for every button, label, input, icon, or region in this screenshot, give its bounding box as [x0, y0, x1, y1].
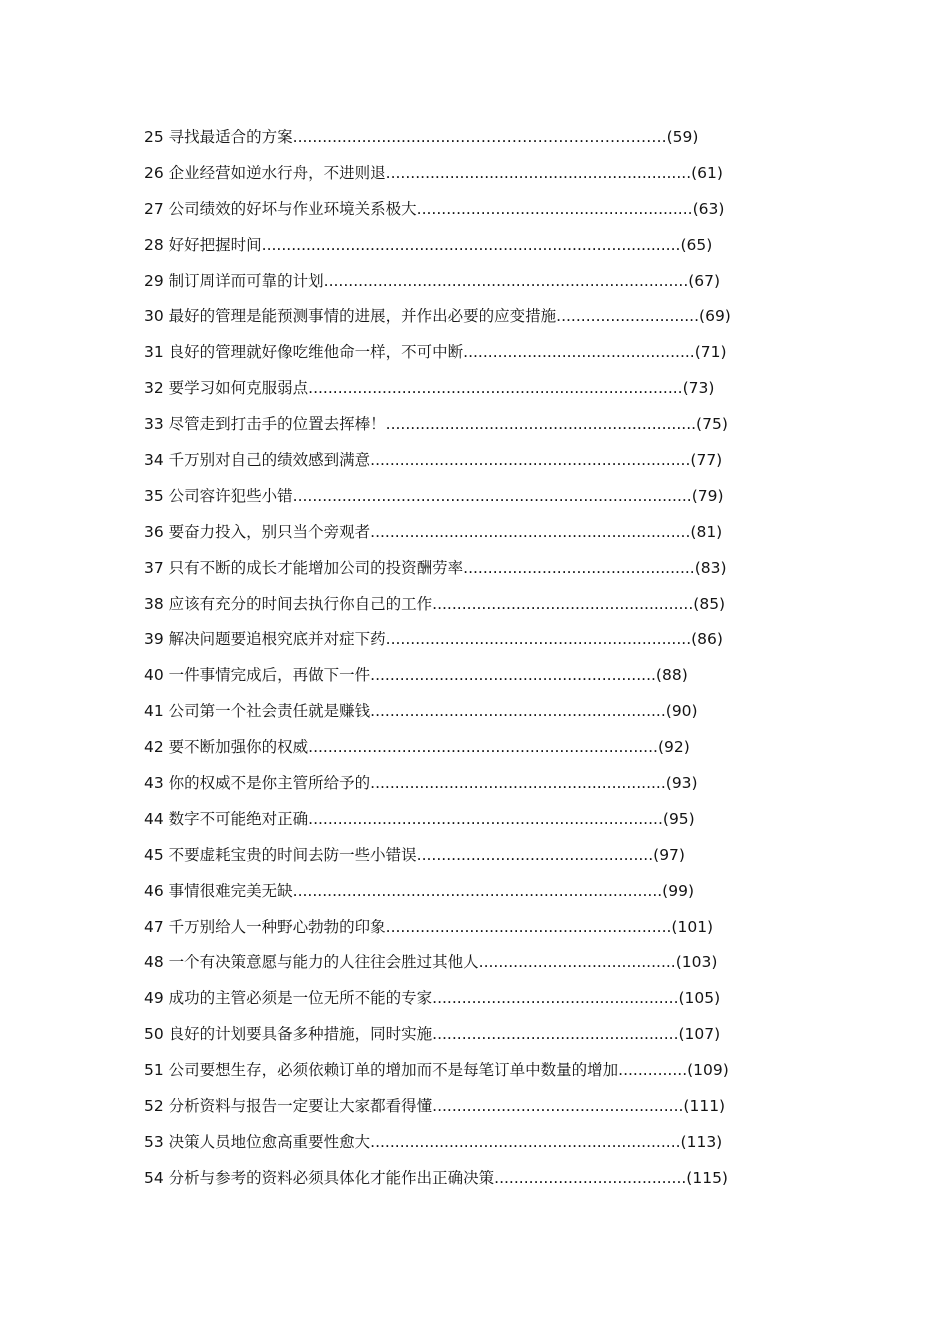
toc-entry	[144, 156, 784, 192]
toc-entry-text: 30 最好的管理是能预测事情的进展，并作出必要的应变措施.............................(69)	[144, 307, 731, 326]
toc-entry-text: 53 决策人员地位愈高重要性愈大...............................................................(113)	[144, 1132, 723, 1151]
toc-entry-text: 25 寻找最适合的方案..................................………………………………….(59)	[144, 128, 699, 146]
toc-entry-text: 43 你的权威不是你主管所给予的............................................................(93)	[144, 774, 698, 793]
toc-entry-text: 46 事情很难完美无缺...........................................................................(99)	[144, 881, 694, 900]
toc-entry	[144, 694, 784, 730]
toc-entry	[144, 335, 784, 371]
toc-entry	[144, 515, 784, 551]
toc-entry	[144, 910, 784, 946]
toc-entry-text: 50 良好的计划要具备多种措施，同时实施..................................................(107)	[144, 1025, 721, 1044]
toc-entry	[144, 228, 784, 264]
toc-entry	[144, 407, 784, 443]
toc-entry	[144, 264, 784, 300]
toc-entry-text: 49 成功的主管必须是一位无所不能的专家..................................................(105)	[144, 989, 721, 1008]
toc-entry-text: 32 要学习如何克服弱点............................................................................(73)	[144, 379, 715, 398]
toc-entry-text: 54 分析与参考的资料必须具体化才能作出正确决策.......................................(115)	[144, 1168, 728, 1187]
toc-entry	[144, 587, 784, 623]
toc-entry-text: 33 尽管走到打击手的位置去挥棒！...............................................................(75)	[144, 415, 728, 434]
toc-entry	[144, 1125, 784, 1161]
toc-entry	[144, 1017, 784, 1053]
toc-entry	[144, 622, 784, 658]
toc-entry-text: 27 公司绩效的好坏与作业环境关系极大........................................................(63)	[144, 199, 725, 218]
toc-entry-text: 31 良好的管理就好像吃维他命一样，不可中断...............................................(71)	[144, 343, 727, 362]
toc-entry	[144, 551, 784, 587]
toc-entry-text: 34 千万别对自己的绩效感到满意.................................................................(77)	[144, 451, 723, 470]
toc-entry	[144, 479, 784, 515]
toc-entry-text: 42 要不断加强你的权威.......................................................................(92)	[144, 738, 690, 757]
toc-entry-text: 35 公司容许犯些小错.................................................................................(79)	[144, 486, 724, 505]
toc-entry	[144, 120, 784, 156]
toc-entry	[144, 192, 784, 228]
toc-entry-text: 29 制订周详而可靠的计划..........................................................................(67)	[144, 271, 721, 290]
toc-entry	[144, 981, 784, 1017]
toc-entry	[144, 1161, 784, 1197]
toc-entry-text: 39 解决问题要追根究底并对症下药..............................................................(86)	[144, 630, 723, 649]
toc-entry-text: 40 一件事情完成后，再做下一件..........................................................(88)	[144, 666, 688, 685]
toc-entry-text: 41 公司第一个社会责任就是赚钱............................................................(90)	[144, 702, 698, 721]
toc-entry	[144, 371, 784, 407]
toc-entry-text: 45 不要虚耗宝贵的时间去防一些小错误................................................(97)	[144, 845, 685, 864]
toc-entry	[144, 766, 784, 802]
toc-entry	[144, 838, 784, 874]
toc-entry	[144, 443, 784, 479]
toc-entry	[144, 802, 784, 838]
toc-entry-text: 26 企业经营如逆水行舟，不进则退..............................................................(61)	[144, 163, 723, 182]
toc-entry	[144, 730, 784, 766]
toc-entry-text: 52 分析资料与报告一定要让大家都看得懂...................................................(111)	[144, 1097, 726, 1116]
toc-entry-text: 37 只有不断的成长才能增加公司的投资酬劳率...............................................(83)	[144, 558, 727, 577]
table-of-contents	[144, 120, 784, 1197]
toc-entry-text: 51 公司要想生存，必须依赖订单的增加而不是每笔订单中数量的增加..............(109)	[144, 1061, 729, 1080]
toc-entry-text: 38 应该有充分的时间去执行你自己的工作.....................................................(85)	[144, 594, 726, 613]
toc-entry	[144, 658, 784, 694]
toc-entry-text: 47 千万别给人一种野心勃勃的印象..........................................................(101)	[144, 917, 714, 936]
toc-entry	[144, 1089, 784, 1125]
toc-entry-text: 36 要奋力投入，别只当个旁观者.................................................................(81)	[144, 522, 723, 541]
toc-entry	[144, 1053, 784, 1089]
toc-entry	[144, 299, 784, 335]
toc-entry-text: 28 好好把握时间.....................................................................................(65)	[144, 235, 713, 254]
toc-entry-text: 48 一个有决策意愿与能力的人往往会胜过其他人........................................(103)	[144, 953, 718, 972]
toc-entry	[144, 945, 784, 981]
toc-entry	[144, 874, 784, 910]
toc-entry-text: 44 数字不可能绝对正确........................................................................(95)	[144, 809, 695, 828]
